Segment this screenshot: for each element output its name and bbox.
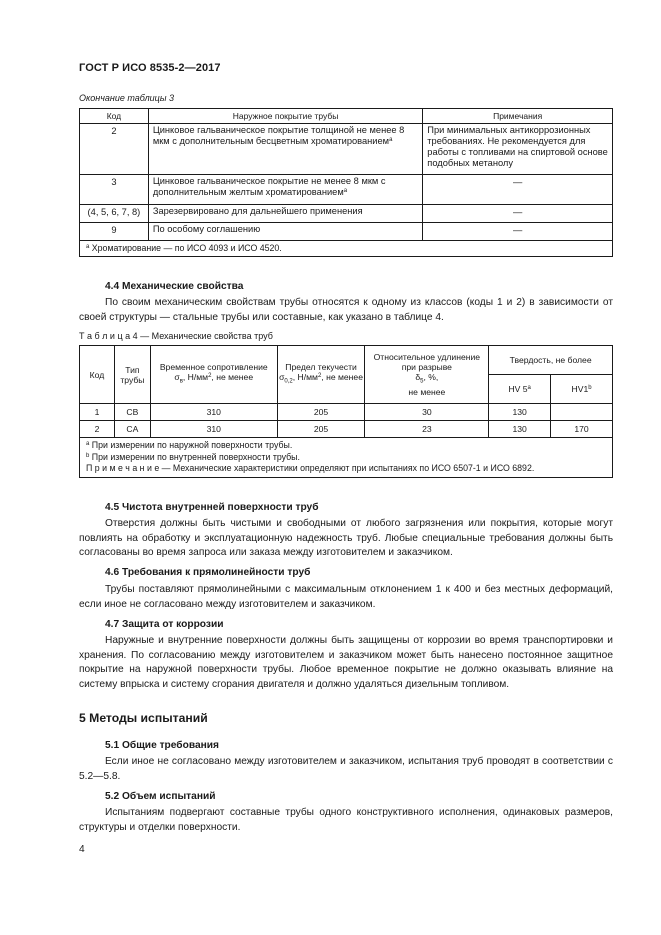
table4-code: 1	[80, 404, 115, 421]
table4-header-code: Код	[80, 346, 115, 404]
table4-elongation: 23	[365, 421, 489, 438]
section-5-2-title: 5.2 Объем испытаний	[105, 791, 216, 802]
page-number: 4	[79, 844, 85, 855]
table4-footnote-a: $^a$ При измерении по наружной поверхности трубы.	[86, 440, 293, 450]
document-header: ГОСТ Р ИСО 8535-2—2017	[79, 62, 221, 74]
table4-note: П р и м е ч а н и е — Механические характеристики определяют при испытаниях по ИСО 6507-1 и ИСО 6892.	[86, 463, 535, 473]
table3-coating: Цинковое гальваническое покрытие не менее 8 мкм с дополнительным желтым хроматированием$^a$	[148, 175, 422, 205]
table-row	[80, 205, 613, 223]
table4-hv1: 170	[551, 421, 613, 438]
section-4-5-title: 4.5 Чистота внутренней поверхности труб	[105, 502, 319, 513]
table3-code: 2	[80, 124, 149, 175]
table3-code: (4, 5, 6, 7, 8)	[80, 205, 149, 223]
section-4-5-text: Отверстия должны быть чистыми и свободными от любого загрязнения или покрытия, которые могут повлиять на обработку и эксплуатационную надежность труб. Любые специальные требования должны быть согласованы во время запроса или заказа между изготовителем и заказчиком.	[79, 518, 613, 558]
table4-caption: Т а б л и ц а 4 — Механические свойства труб	[79, 331, 273, 341]
table3-note: —	[423, 223, 613, 241]
section-5-1-text: Если иное не согласовано между изготовителем и заказчиком, испытания труб проводят в соответствии с 5.2—5.8.	[79, 756, 613, 782]
table4-type: CA	[114, 421, 150, 438]
table4-header-hv1: HV1$^b$	[551, 375, 613, 404]
section-4-7-title: 4.7 Защита от коррозии	[105, 619, 224, 630]
section-4-6-title: 4.6 Требования к прямолинейности труб	[105, 567, 311, 578]
table4-header-yield: Предел текучести $\sigma_{0,2}$, $Н/мм^2$, не менее	[277, 346, 365, 404]
table3-coating: Зарезервировано для дальнейшего применения	[148, 205, 422, 223]
table4-hv1	[551, 404, 613, 421]
table3-code: 3	[80, 175, 149, 205]
table3-note: —	[423, 205, 613, 223]
table-row	[80, 124, 613, 175]
table4-hv5: 130	[489, 421, 551, 438]
section-5-1-title: 5.1 Общие требования	[105, 740, 219, 751]
table4-code: 2	[80, 421, 115, 438]
section-5-2-text: Испытаниям подвергают составные трубы одного конструктивного исполнения, одинаковых размеров, структуры и отделки поверхности.	[79, 807, 613, 833]
table3-header-code: Код	[80, 109, 149, 124]
table4-header-type: Тип трубы	[114, 346, 150, 404]
table-row	[80, 175, 613, 205]
table3-header-notes: Примечания	[423, 109, 613, 124]
table4-header-hv5: HV 5$^a$	[489, 375, 551, 404]
table4-footnote-b: $^b$ При измерении по внутренней поверхности трубы.	[86, 451, 300, 462]
section-4-7-text: Наружные и внутренние поверхности должны быть защищены от коррозии во время транспортировки и хранения. По согласованию между изготовителем и заказчиком может быть нанесено постоянное защитное покрытие на наружной поверхности трубы. Любое временное покрытие не должно оказывать влияние на систему впрыска и систему сгорания двигателя и должно удаляться дизельным топливом.	[79, 635, 613, 690]
table4-footnotes	[80, 438, 613, 478]
table3-caption: Окончание таблицы 3	[79, 93, 174, 103]
table4-type: CB	[114, 404, 150, 421]
section-4-4-title: 4.4 Механические свойства	[105, 281, 244, 292]
table-row	[80, 421, 613, 438]
table3-note: При минимальных антикоррозионных требованиях. Не рекомендуется для работы с топливами на спиртовой основе подобных метанолу	[423, 124, 613, 175]
table4-hv5: 130	[489, 404, 551, 421]
table3-header-row	[80, 109, 613, 124]
table3	[79, 108, 613, 257]
table4-elongation: 30	[365, 404, 489, 421]
table4-strength: 310	[150, 421, 277, 438]
table4-yield: 205	[277, 404, 365, 421]
table4-yield: 205	[277, 421, 365, 438]
table4-strength: 310	[150, 404, 277, 421]
table3-footnote-row	[80, 241, 613, 257]
table3-header-coating: Наружное покрытие трубы	[148, 109, 422, 124]
table4-header-hardness: Твердость, не более	[489, 346, 613, 375]
section-4-6-text: Трубы поставляют прямолинейными с максимальным отклонением 1 к 400 и без местных деформаций, если иное не согласовано между изготовителем и заказчиком.	[79, 584, 613, 610]
table3-code: 9	[80, 223, 149, 241]
table4-footnote-row	[80, 438, 613, 478]
table3-coating: Цинковое гальваническое покрытие толщиной не менее 8 мкм с дополнительным бесцветным хроматированием$^a$	[148, 124, 422, 175]
table4-header-strength: Временное сопротивление $\sigma_в$, $Н/мм^2$, не менее	[150, 346, 277, 404]
table-row	[80, 223, 613, 241]
section-5-title: 5 Методы испытаний	[79, 711, 208, 725]
table3-coating: По особому соглашению	[148, 223, 422, 241]
table4	[79, 345, 613, 478]
table3-footnote: $^a$ Хроматирование — по ИСО 4093 и ИСО 4520.	[80, 241, 613, 257]
table3-note: —	[423, 175, 613, 205]
table4-header-row	[80, 346, 613, 375]
table-row	[80, 404, 613, 421]
table4-header-elongation: Относительное удлинение при разрыве $\delta_5$, %, не менее	[365, 346, 489, 404]
section-4-4-text: По своим механическим свойствам трубы относятся к одному из классов (коды 1 и 2) в зависимости от своей структуры — стальные трубы или составные, как указано в таблице 4.	[79, 297, 613, 323]
